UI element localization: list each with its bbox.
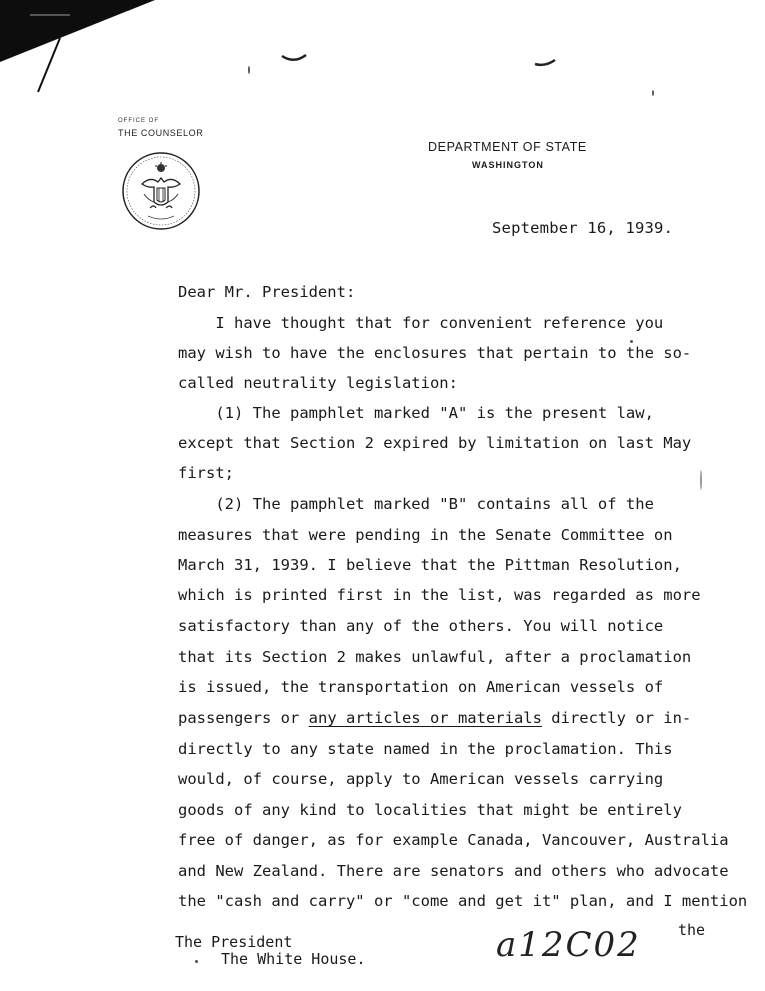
body-line: I have thought that for convenient reference you [178, 314, 664, 332]
body-line: called neutrality legislation: [178, 374, 458, 392]
handwritten-number: a12C02 [496, 925, 641, 965]
body-line: directly to any state named in the proclamation. This [178, 740, 673, 758]
speck [195, 960, 198, 963]
speck [248, 66, 250, 74]
corner-fold-mark [0, 0, 170, 100]
body-line: which is printed first in the list, was regarded as more [178, 586, 701, 604]
body-text: passengers or [178, 709, 309, 727]
counselor-label: THE COUNSELOR [118, 128, 204, 138]
body-line: is issued, the transportation on American vessels of [178, 678, 664, 696]
body-line: except that Section 2 expired by limitation on last May [178, 434, 692, 452]
body-line: goods of any kind to localities that might be entirely [178, 801, 682, 819]
department-title: DEPARTMENT OF STATE [428, 140, 587, 154]
great-seal-icon [120, 150, 202, 232]
stray-mark [533, 58, 559, 70]
office-of-label: OFFICE OF [118, 118, 159, 124]
body-line: first; [178, 464, 234, 482]
body-line: March 31, 1939. I believe that the Pittman Resolution, [178, 556, 682, 574]
body-line: (2) The pamphlet marked "B" contains all of the [178, 495, 654, 513]
body-line: satisfactory than any of the others. You will notice [178, 617, 664, 635]
body-line: would, of course, apply to American vessels carrying [178, 770, 664, 788]
underlined-phrase: any articles or materials [308, 709, 542, 727]
addressee-line-1: The President [175, 933, 293, 951]
letter-date: September 16, 1939. [492, 219, 674, 237]
stray-mark [280, 52, 310, 64]
body-line: and New Zealand. There are senators and others who advocate [178, 862, 729, 880]
addressee-line-2: The White House. [221, 950, 366, 968]
body-line: the "cash and carry" or "come and get it" plan, and I mention [178, 892, 748, 910]
continuation-word: the [678, 921, 706, 939]
body-text: directly or in- [541, 709, 692, 727]
body-line: (1) The pamphlet marked "A" is the present law, [178, 404, 654, 422]
speck [630, 340, 633, 343]
body-line: may wish to have the enclosures that pertain to the so- [178, 344, 692, 362]
body-line [178, 709, 691, 727]
city-label: WASHINGTON [472, 160, 544, 170]
body-line: that its Section 2 makes unlawful, after a proclamation [178, 648, 692, 666]
salutation: Dear Mr. President: [178, 283, 356, 301]
body-line: measures that were pending in the Senate Committee on [178, 526, 673, 544]
speck [652, 90, 654, 96]
body-line: free of danger, as for example Canada, Vancouver, Australia [178, 831, 729, 849]
speck [700, 470, 702, 490]
